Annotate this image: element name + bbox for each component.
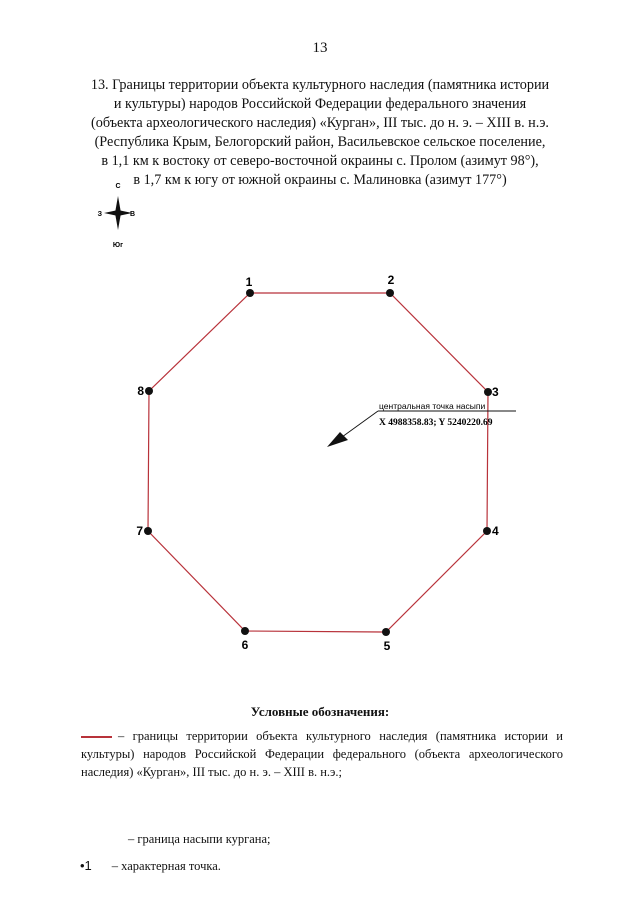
point-8-label: 8: [137, 384, 144, 398]
point-4-marker: [483, 527, 491, 535]
legend-mound-item: [128, 832, 271, 847]
boundary-line-symbol: [81, 736, 112, 738]
point-2-label: 2: [387, 273, 395, 287]
point-1-label: 1: [245, 275, 253, 289]
point-6: [241, 627, 249, 652]
point-symbol: •1: [80, 858, 92, 873]
point-7-marker: [144, 527, 152, 535]
point-3-label: 3: [492, 385, 499, 399]
point-5-label: 5: [383, 639, 391, 653]
point-7: [136, 524, 152, 538]
point-2-marker: [386, 289, 394, 297]
site-boundary-map: [0, 170, 640, 660]
compass-rose-icon: [98, 183, 135, 249]
legend-point-text: – характерная точка.: [111, 859, 221, 873]
legend-heading: Условные обозначения:: [250, 704, 390, 719]
arrow-icon: [327, 432, 348, 447]
page-number: 13: [312, 40, 328, 56]
compass-south-label: Юг: [112, 242, 124, 249]
compass-east-label: В: [130, 211, 136, 218]
point-2: [386, 273, 395, 297]
title-line: и культуры) народов Российской Федерации федерального значения: [113, 96, 527, 112]
title-line: (объекта археологического наследия) «Курган», III тыс. до н. э. – XIII в. н.э.: [91, 115, 549, 131]
compass-north-label: С: [115, 183, 121, 190]
legend-point-item: [80, 858, 221, 874]
compass-west-label: З: [97, 211, 102, 218]
legend-boundary-text: – границы территории объекта культурного наследия (памятника истории и культуры) народов Российской Федерации федерального (объекта археологического наследия) «Курган», III тыс. до н. э. – XIII в. н.э.;: [81, 729, 563, 779]
title-line: в 1,7 км к югу от южной окраины с. Малиновка (азимут 177°): [133, 172, 507, 188]
point-8-marker: [145, 387, 153, 395]
title-line: 13. Границы территории объекта культурного наследия (памятника истории: [90, 77, 550, 93]
legend-boundary-item: [81, 727, 563, 781]
point-8: [137, 384, 153, 398]
central-point-caption: центральная точка насыпи: [379, 401, 486, 411]
point-5-marker: [382, 628, 390, 636]
point-3-marker: [484, 388, 492, 396]
point-1-marker: [246, 289, 254, 297]
point-3: [484, 385, 499, 399]
legend-mound-text: – граница насыпи кургана;: [128, 832, 271, 846]
central-point-coords: X 4988358.83; Y 5240220.69: [379, 418, 493, 428]
territory-boundary: [148, 293, 488, 632]
point-4: [483, 524, 499, 538]
title-line: в 1,1 км к востоку от северо-восточной окраины с. Пролом (азимут 98°),: [101, 153, 539, 169]
title-line: (Республика Крым, Белогорский район, Васильевское сельское поселение,: [94, 134, 546, 150]
point-6-label: 6: [241, 638, 249, 652]
point-7-label: 7: [136, 524, 143, 538]
point-6-marker: [241, 627, 249, 635]
point-4-label: 4: [492, 524, 499, 538]
point-1: [246, 275, 254, 297]
point-5: [382, 628, 391, 653]
